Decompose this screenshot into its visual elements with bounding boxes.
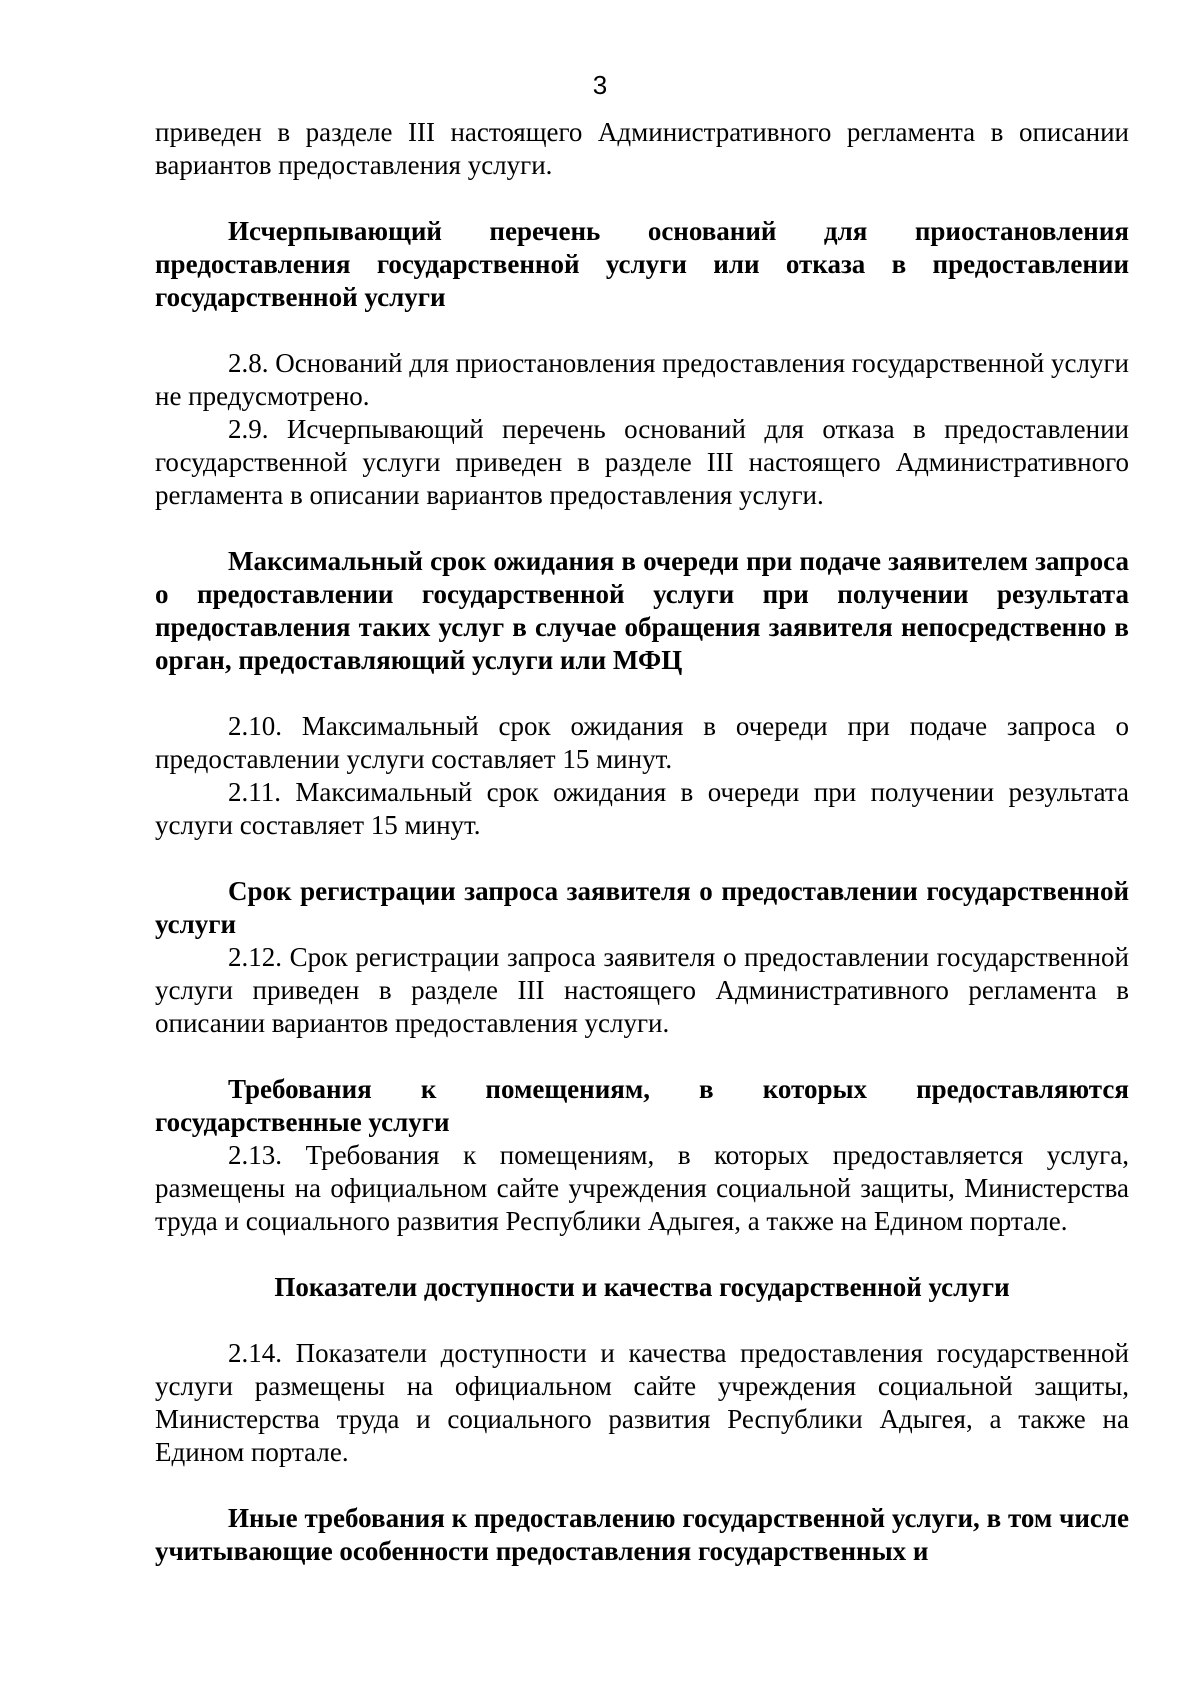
spacer — [155, 182, 1129, 215]
spacer — [155, 1304, 1129, 1337]
spacer — [155, 1040, 1129, 1073]
paragraph-2-13: 2.13. Требования к помещениям, в которых предоставляется услуга, размещены на официальном сайте учреждения социальной защиты, Министерства труда и социального развития Республики Адыгея, а также на Едином портале. — [155, 1140, 1129, 1236]
paragraph-2-9: 2.9. Исчерпывающий перечень оснований для отказа в предоставлении государственной услуги приведен в разделе III настоящего Административного регламента в описании вариантов предоставления услуги. — [155, 414, 1129, 510]
spacer — [155, 1469, 1129, 1502]
paragraph-2-14: 2.14. Показатели доступности и качества предоставления государственной услуги размещены на официальном сайте учреждения социальной защиты, Министерства труда и социального развития Республики Адыгея, а также на Едином портале. — [155, 1338, 1129, 1467]
spacer — [155, 512, 1129, 545]
spacer — [155, 677, 1129, 710]
spacer — [155, 1238, 1129, 1271]
paragraph-continuation: приведен в разделе III настоящего Административного регламента в описании вариантов предоставления услуги. — [155, 117, 1129, 180]
paragraph-2-12: 2.12. Срок регистрации запроса заявителя о предоставлении государственной услуги приведен в разделе III настоящего Административного регламента в описании вариантов предоставления услуги. — [155, 942, 1129, 1038]
paragraph-2-10: 2.10. Максимальный срок ожидания в очереди при подаче запроса о предоставлении услуги составляет 15 минут. — [155, 711, 1129, 774]
document-body — [155, 116, 1129, 1568]
section-heading-registration: Срок регистрации запроса заявителя о предоставлении государственной услуги — [155, 876, 1129, 939]
section-heading-other-requirements: Иные требования к предоставлению государственной услуги, в том числе учитывающие особенности предоставления государственных и — [155, 1503, 1129, 1566]
spacer — [155, 842, 1129, 875]
paragraph-2-11: 2.11. Максимальный срок ожидания в очереди при получении результата услуги составляет 15 минут. — [155, 777, 1129, 840]
section-heading-grounds: Исчерпывающий перечень оснований для приостановления предоставления государственной услуги или отказа в предоставлении государственной услуги — [155, 216, 1129, 312]
section-heading-premises: Требования к помещениям, в которых предоставляются государственные услуги — [155, 1074, 1129, 1137]
paragraph-2-8: 2.8. Оснований для приостановления предоставления государственной услуги не предусмотрено. — [155, 348, 1129, 411]
section-heading-queue-time: Максимальный срок ожидания в очереди при подаче заявителем запроса о предоставлении государственной услуги при получении результата предоставления таких услуг в случае обращения заявителя непосредственно в орган, предоставляющий услуги или МФЦ — [155, 546, 1129, 675]
page-number: 3 — [592, 70, 608, 100]
section-heading-quality: Показатели доступности и качества государственной услуги — [274, 1272, 1010, 1302]
spacer — [155, 314, 1129, 347]
